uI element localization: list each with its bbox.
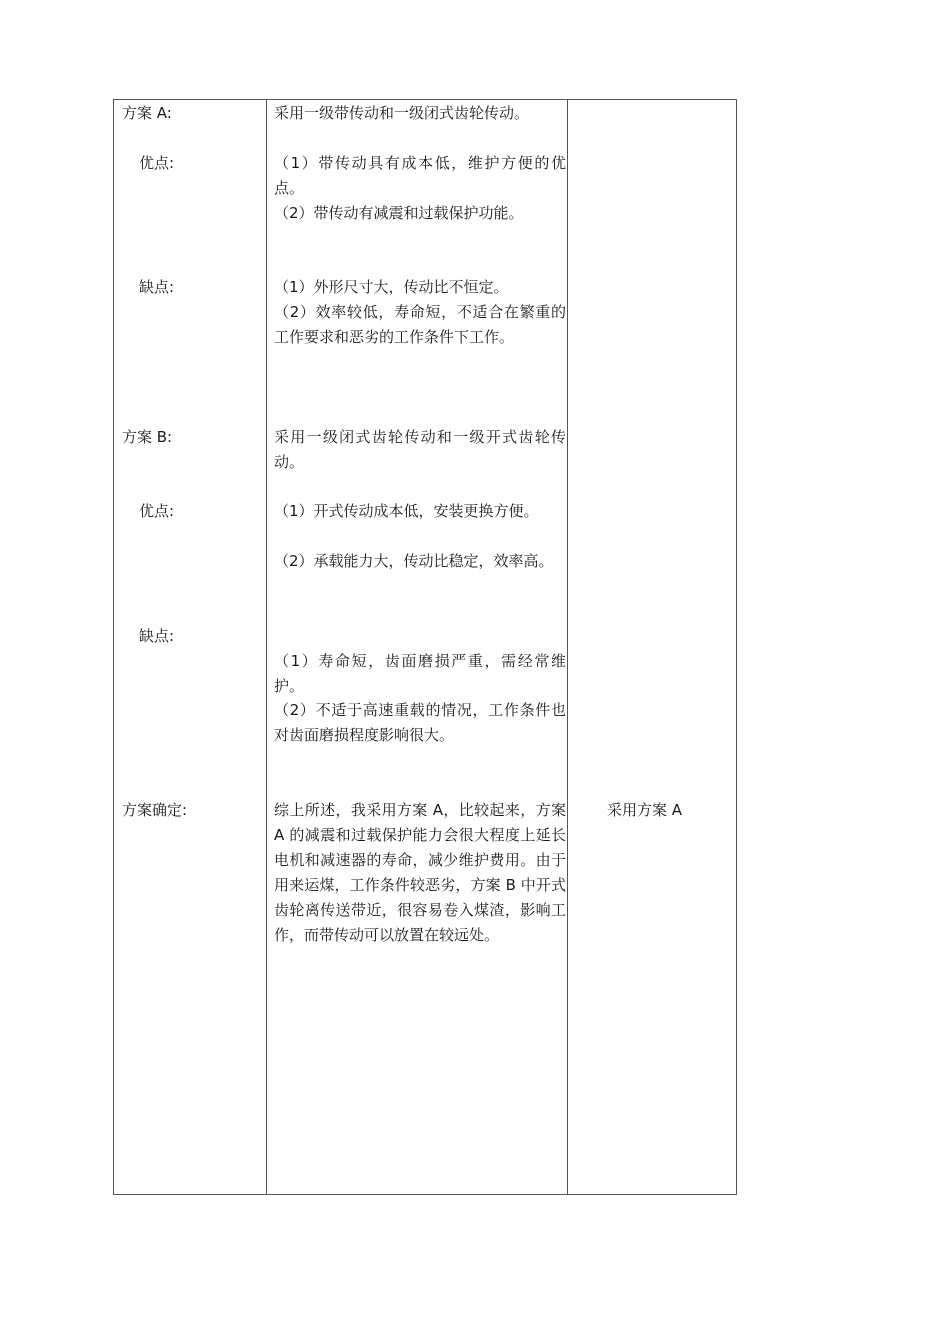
column-divider-2: [567, 100, 568, 1194]
plan-b-pros-label: 优点:: [139, 502, 175, 520]
plan-a-pro-1: （1）带传动具有成本低，维护方便的优点。: [274, 154, 566, 197]
plan-a-pro-2: （2）带传动有减震和过载保护功能。: [274, 204, 524, 222]
plan-b-pro-2: （2）承载能力大，传动比稳定，效率高。: [274, 552, 554, 570]
plan-a-label: 方案 A:: [122, 104, 172, 122]
scheme-table: [113, 99, 737, 1195]
plan-b-description: 采用一级闭式齿轮传动和一级开式齿轮传动。: [274, 428, 566, 471]
plan-a-cons-label: 缺点:: [139, 278, 175, 296]
plan-b-con-2: （2）不适于高速重载的情况，工作条件也对齿面磨损程度影响很大。: [274, 701, 566, 744]
plan-a-con-2: （2）效率较低，寿命短，不适合在繁重的工作要求和恶劣的工作条件下工作。: [274, 303, 566, 346]
column-divider-1: [266, 100, 267, 1194]
plan-b-con-1: （1）寿命短，齿面磨损严重，需经常维护。: [274, 652, 566, 695]
decision-text: 综上所述，我采用方案 A，比较起来，方案 A 的减震和过载保护能力会很大程度上延长电机和减速器的寿命，减少维护费用。由于用来运煤，工作条件较恶劣，方案 B 中开式齿轮离传送带近，很容易卷入煤渣，影响工作，而带传动可以放置在较远处。: [274, 801, 566, 944]
decision-result: 采用方案 A: [607, 801, 683, 819]
plan-b-pro-1: （1）开式传动成本低，安装更换方便。: [274, 502, 539, 520]
plan-a-con-1: （1）外形尺寸大，传动比不恒定。: [274, 278, 509, 296]
plan-b-label: 方案 B:: [122, 428, 173, 446]
decision-label: 方案确定:: [122, 801, 188, 819]
plan-a-pros-label: 优点:: [139, 154, 175, 172]
plan-b-cons-label: 缺点:: [139, 627, 175, 645]
plan-a-description: 采用一级带传动和一级闭式齿轮传动。: [274, 104, 530, 122]
